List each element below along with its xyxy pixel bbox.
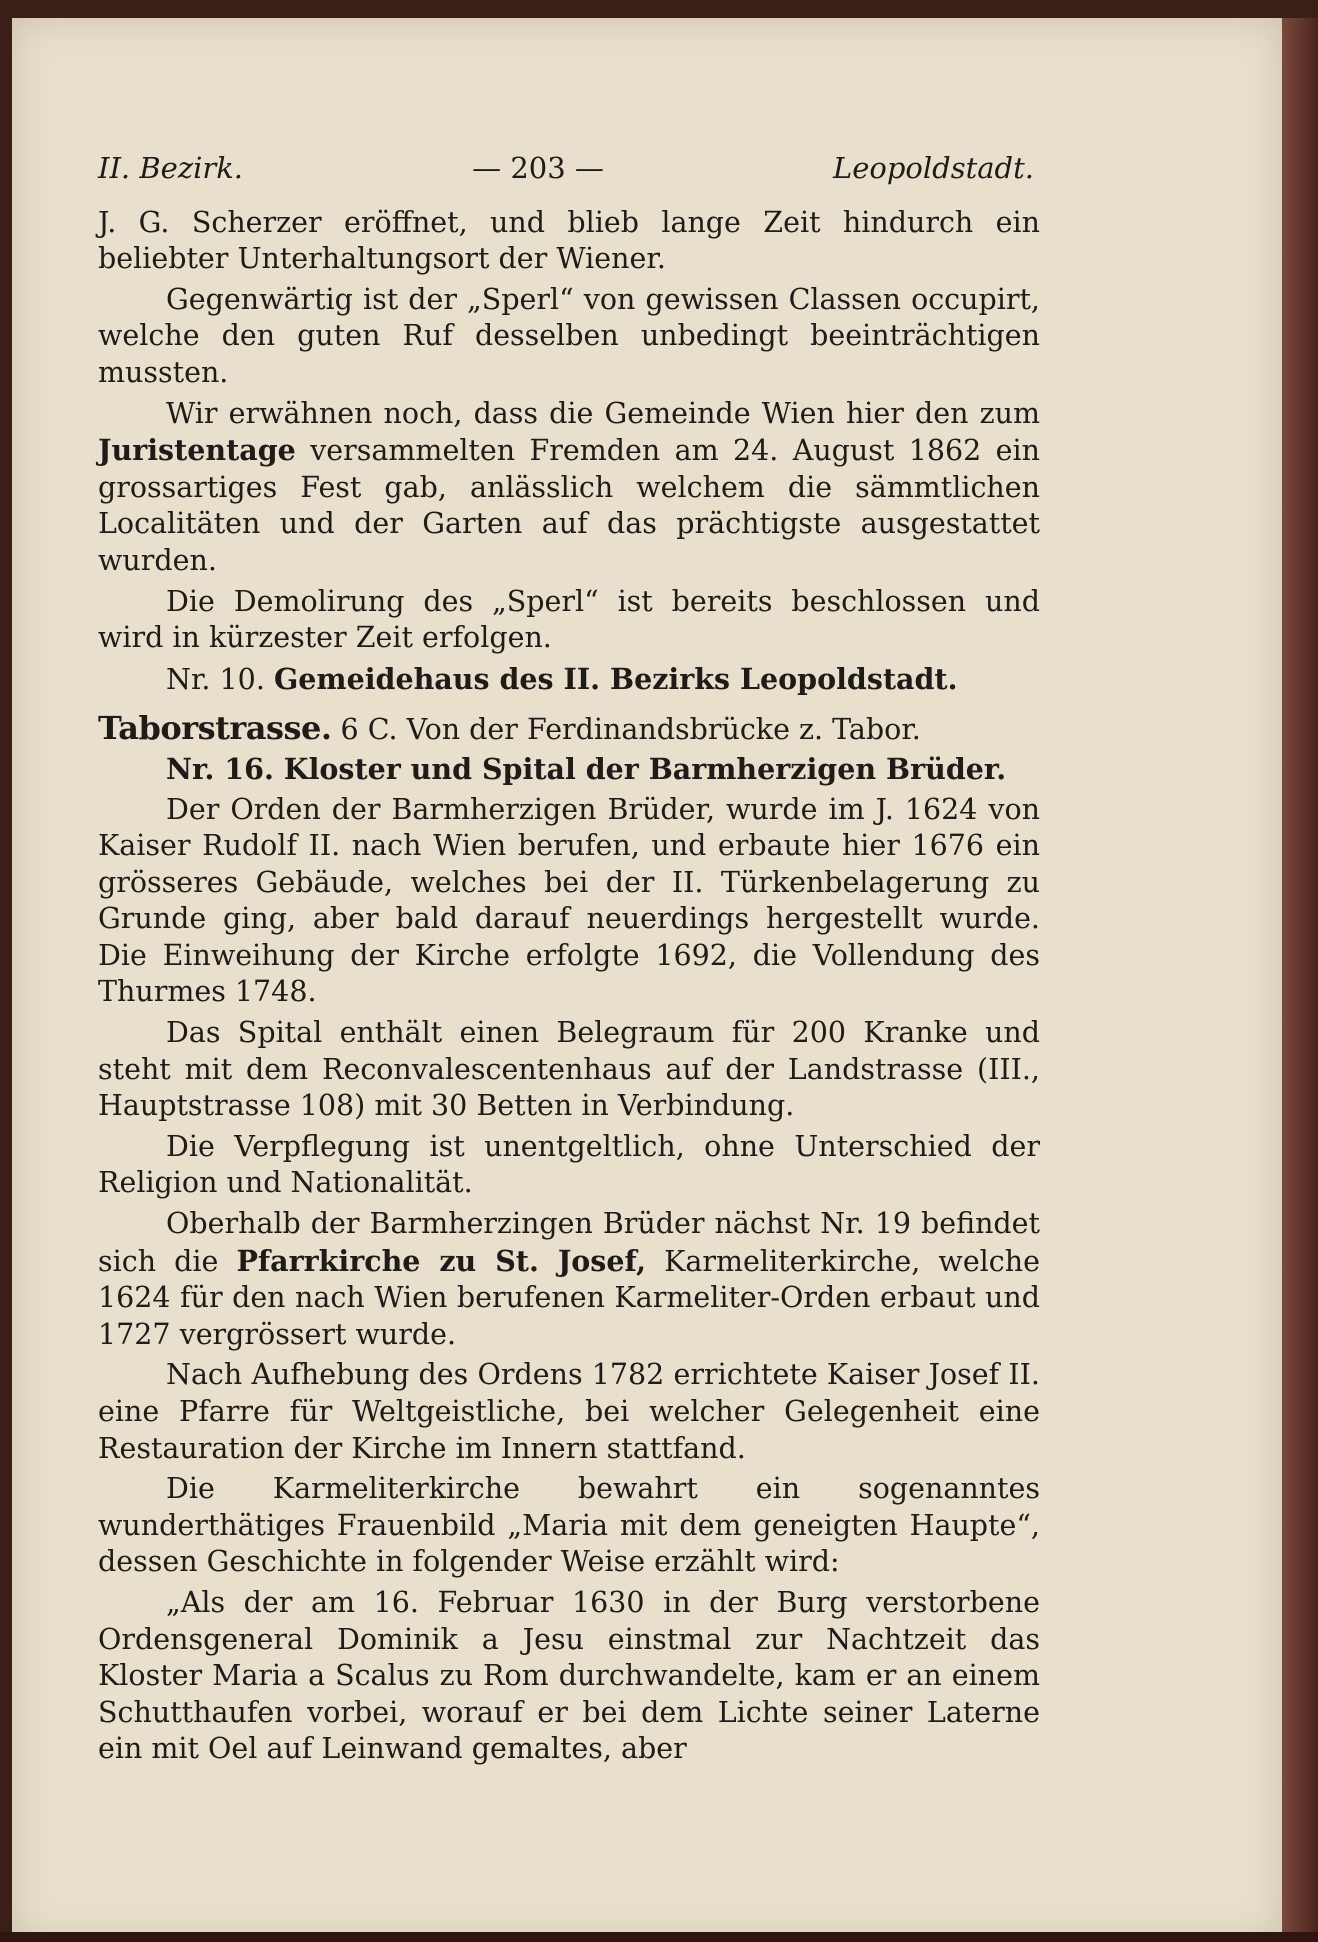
paragraph: Die Demolirung des „Sperl“ ist bereits beschlossen und wird in kürzester Zeit erfolgen. (98, 584, 1040, 655)
paragraph: Nach Aufhebung des Ordens 1782 errichtete Kaiser Josef II. eine Pfarre für Weltgeistliche, bei welcher Gelegenheit eine Restauration der Kirche im Innern stattfand. (98, 1358, 1040, 1465)
paragraph: Die Karmeliterkirche bewahrt ein sogenanntes wunderthätiges Frauenbild „Maria mit dem geneigten Haupte“, dessen Geschichte in folgender Weise erzählt wird: (98, 1472, 1040, 1579)
paragraph: Oberhalb der Barmherzingen Brüder nächst Nr. 19 befindet sich die Pfarrkirche zu St. Josef, Karmeliterkirche, welche 1624 für den nach Wien berufenen Karmeliter-Orden erbaut und 1727 vergrössert wurde. (98, 1207, 1040, 1351)
street-name: Taborstrasse. (98, 709, 332, 748)
paragraph: J. G. Scherzer eröffnet, und blieb lange Zeit hindurch ein beliebter Unterhaltungsort der Wiener. (98, 205, 1040, 276)
street-heading (98, 710, 1040, 749)
book-bottom-edge (0, 1932, 1318, 1942)
entry-heading: Nr. 10. Gemeidehaus des II. Bezirks Leopoldstadt. (166, 661, 958, 696)
header-district: II. Bezirk. (98, 151, 244, 185)
page-content (98, 150, 1040, 1772)
paragraph: Wir erwähnen noch, dass die Gemeinde Wien hier den zum Juristentage versammelten Fremden am 24. August 1862 ein grossartiges Fest gab, anlässlich welchem die sämmtlichen Localitäten und der Garten auf das prächtigste ausgestattet wurden. (98, 396, 1040, 577)
running-header (98, 150, 1040, 187)
paragraph: Gegenwärtig ist der „Sperl“ von gewissen Classen occupirt, welche den guten Ruf desselben unbedingt beeinträchtigen mussten. (98, 282, 1040, 389)
paragraph: „Als der am 16. Februar 1630 in der Burg verstorbene Ordensgeneral Dominik a Jesu einstmal zur Nachtzeit das Kloster Maria a Scalus zu Rom durchwandelte, kam er an einem Schutthaufen vorbei, worauf er bei dem Lichte seiner Laterne ein mit Oel auf Leinwand gemaltes, aber (98, 1585, 1040, 1766)
street-description: 6 C. Von der Ferdinandsbrücke z. Tabor. (331, 713, 921, 747)
book-binding-edge (1282, 18, 1318, 1942)
entry-heading: Nr. 16. Kloster und Spital der Barmherzigen Brüder. (166, 751, 1007, 786)
paragraph: Der Orden der Barmherzigen Brüder, wurde im J. 1624 von Kaiser Rudolf II. nach Wien berufen, und erbaute hier 1676 ein grösseres Gebäude, welches bei der II. Türkenbelagerung zu Grunde ging, aber bald darauf neuerdings hergestellt wurde. Die Einweihung der Kirche erfolgte 1692, die Vollendung des Thurmes 1748. (98, 792, 1040, 1009)
bold-term: Juristentage (98, 433, 296, 468)
header-location: Leopoldstadt. (832, 151, 1034, 185)
bold-term: Pfarrkirche zu St. Josef, (236, 1243, 647, 1278)
page-number: — 203 — (472, 151, 604, 185)
paragraph: Das Spital enthält einen Belegraum für 200 Kranke und steht mit dem Reconvalescentenhaus auf der Landstrasse (III., Hauptstrasse 108) mit 30 Betten in Verbindung. (98, 1016, 1040, 1123)
paragraph: Die Verpflegung ist unentgeltlich, ohne Unterschied der Religion und Nationalität. (98, 1129, 1040, 1200)
